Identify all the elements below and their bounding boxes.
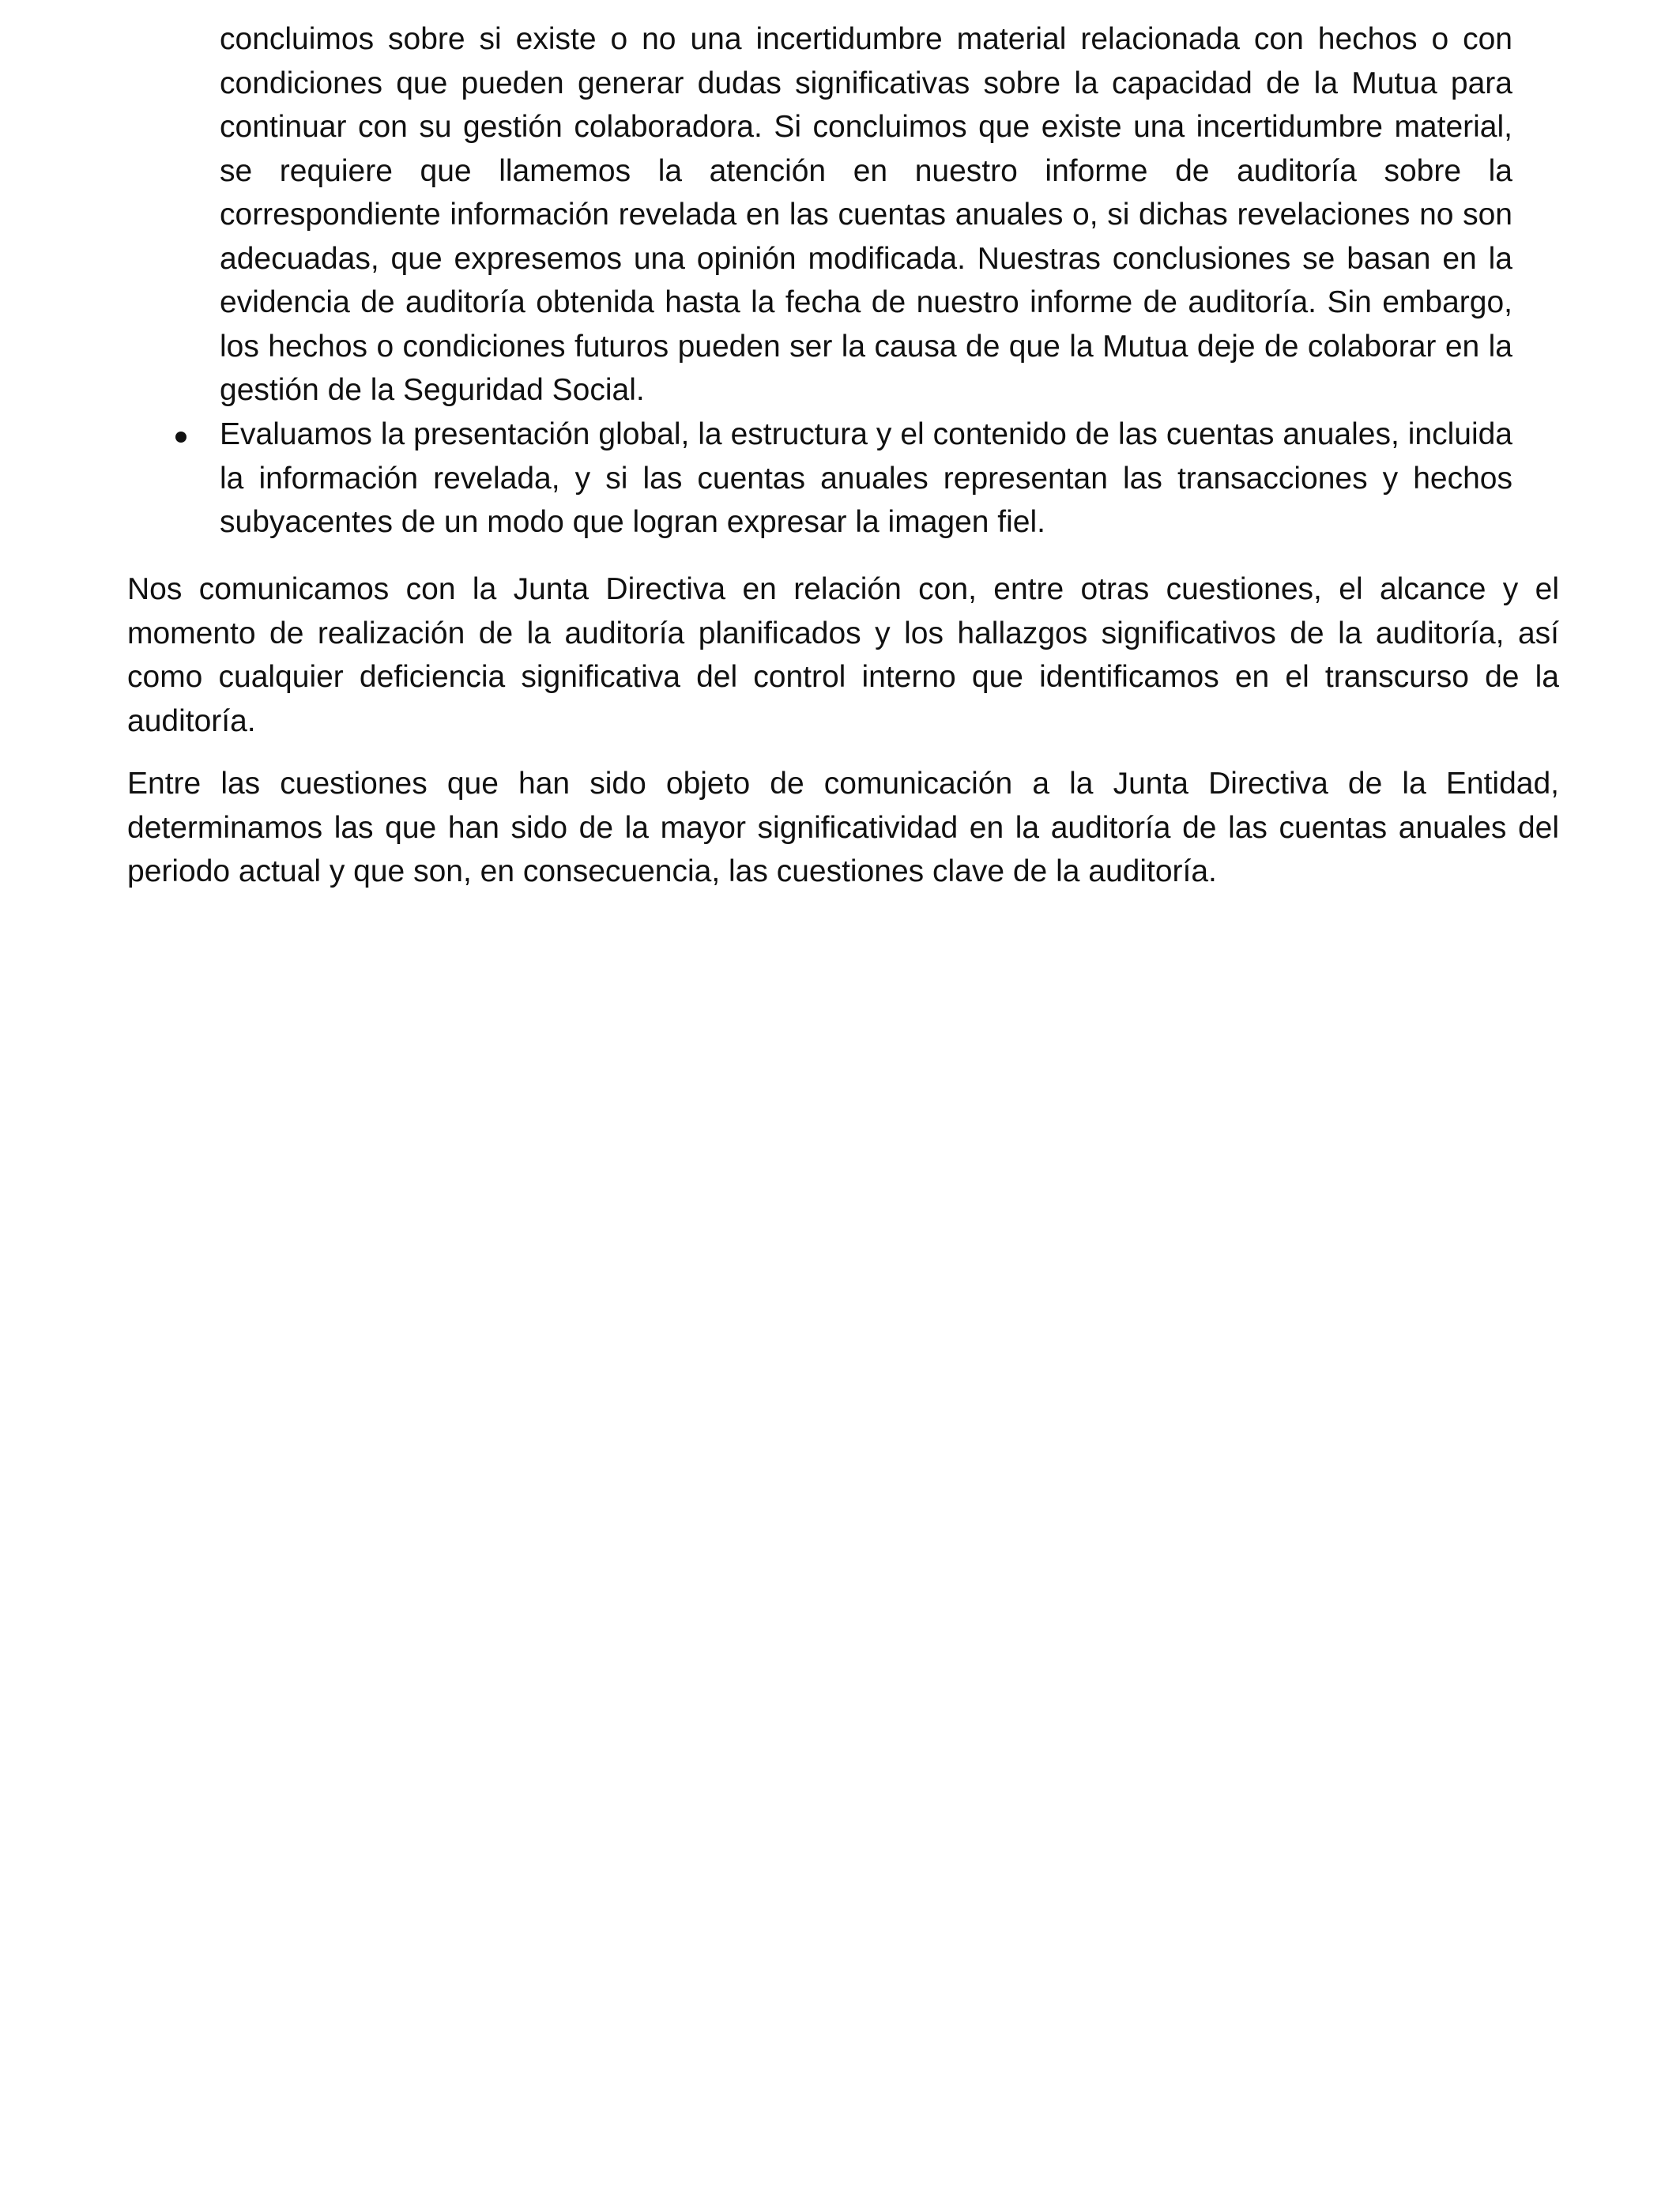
- bullet-icon: [175, 432, 186, 443]
- body-paragraph-key-matters: Entre las cuestiones que han sido objeto de comunicación a la Junta Directiva de la Entidad, determinamos las que han sido de la mayor significatividad en la auditoría de las cuentas anuales del periodo actual y que son, en consecuencia, las cuestiones clave de la auditoría.: [127, 767, 1559, 888]
- list-item: Evaluamos la presentación global, la estructura y el contenido de las cuentas anuales, incluida la información revelada, y si las cuentas anuales representan las transacciones y hechos subyacentes de un modo que logran expresar la imagen fiel.: [220, 417, 1512, 539]
- list-item-continued: concluimos sobre si existe o no una incertidumbre material relacionada con hechos o con condiciones que pueden generar dudas significativas sobre la capacidad de la Mutua para continuar con su gestión colaboradora. Si concluimos que existe una incertidumbre material, se requiere que llamemos la atención en nuestro informe de auditoría sobre la correspondiente información revelada en las cuentas anuales o, si dichas revelaciones no son adecuadas, que expresemos una opinión modificada. Nuestras conclusiones se basan en la evidencia de auditoría obtenida hasta la fecha de nuestro informe de auditoría. Sin embargo, los hechos o condiciones futuros pueden ser la causa de que la Mutua deje de colaborar en la gestión de la Seguridad Social.: [220, 22, 1512, 407]
- body-paragraph-communication: Nos comunicamos con la Junta Directiva en relación con, entre otras cuestiones, el alcance y el momento de realización de la auditoría planificados y los hallazgos significativos de la auditoría, así como cualquier deficiencia significativa del control interno que identificamos en el transcurso de la auditoría.: [127, 572, 1559, 738]
